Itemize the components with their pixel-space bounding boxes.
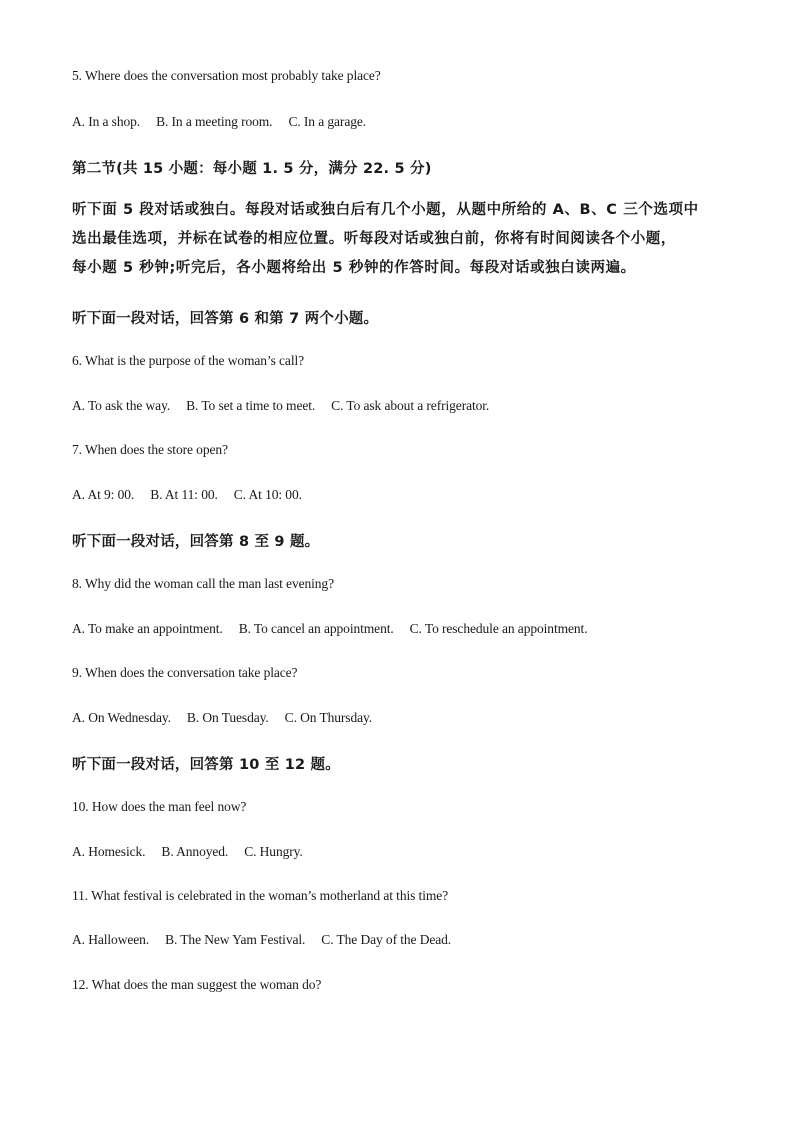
question-5-options bbox=[72, 114, 366, 130]
option-b: B. Annoyed. bbox=[161, 844, 229, 859]
option-c: C. The Day of the Dead. bbox=[321, 932, 452, 947]
option-a: A. To make an appointment. bbox=[72, 621, 223, 636]
option-c: C. On Thursday. bbox=[284, 710, 373, 725]
option-b: B. At 11: 00. bbox=[150, 487, 218, 502]
question-7-options bbox=[72, 487, 302, 503]
question-10-stem: 10. How does the man feel now? bbox=[72, 799, 247, 814]
option-a: A. Halloween. bbox=[72, 932, 150, 947]
option-a: A. In a shop. bbox=[72, 114, 141, 129]
option-c: C. To ask about a refrigerator. bbox=[331, 398, 490, 413]
question-11-stem: 11. What festival is celebrated in the woman’s motherland at this time? bbox=[72, 888, 449, 903]
section-heading: 第二节(共 15 小题：每小题 1. 5 分，满分 22. 5 分) bbox=[72, 161, 432, 177]
dialog-heading-6-7: 听下面一段对话，回答第 6 和第 7 两个小题。 bbox=[72, 311, 379, 327]
dialog-heading-10-12: 听下面一段对话，回答第 10 至 12 题。 bbox=[72, 757, 340, 773]
option-c: C. At 10: 00. bbox=[233, 487, 302, 502]
option-c: C. To reschedule an appointment. bbox=[409, 621, 588, 636]
question-5-stem: 5. Where does the conversation most probably take place? bbox=[72, 68, 381, 83]
question-10-options bbox=[72, 844, 303, 860]
option-b: B. To set a time to meet. bbox=[186, 398, 316, 413]
question-6-stem: 6. What is the purpose of the woman’s call? bbox=[72, 353, 305, 368]
option-a: A. At 9: 00. bbox=[72, 487, 135, 502]
option-a: A. Homesick. bbox=[72, 844, 146, 859]
option-b: B. The New Yam Festival. bbox=[165, 932, 306, 947]
option-c: C. In a garage. bbox=[288, 114, 367, 129]
option-b: B. In a meeting room. bbox=[156, 114, 273, 129]
instruction-line: 听下面 5 段对话或独白。每段对话或独白后有几个小题，从题中所给的 A、B、C 三个选项中 bbox=[72, 202, 699, 218]
dialog-heading-8-9: 听下面一段对话，回答第 8 至 9 题。 bbox=[72, 534, 320, 550]
section-instructions bbox=[72, 196, 722, 283]
instruction-line: 每小题 5 秒钟;听完后，各小题将给出 5 秒钟的作答时间。每段对话或独白读两遍。 bbox=[72, 260, 636, 276]
instruction-line: 选出最佳选项，并标在试卷的相应位置。听每段对话或独白前，你将有时间阅读各个小题， bbox=[72, 231, 676, 247]
question-7-stem: 7. When does the store open? bbox=[72, 442, 228, 457]
option-a: A. On Wednesday. bbox=[72, 710, 171, 725]
question-6-options bbox=[72, 398, 489, 414]
question-11-options bbox=[72, 932, 451, 948]
question-8-options bbox=[72, 621, 587, 637]
option-b: B. To cancel an appointment. bbox=[238, 621, 394, 636]
question-9-stem: 9. When does the conversation take place? bbox=[72, 665, 298, 680]
option-c: C. Hungry. bbox=[244, 844, 303, 859]
question-8-stem: 8. Why did the woman call the man last evening? bbox=[72, 576, 334, 591]
option-b: B. On Tuesday. bbox=[186, 710, 269, 725]
question-12-stem: 12. What does the man suggest the woman do? bbox=[72, 977, 322, 992]
question-9-options bbox=[72, 710, 372, 726]
option-a: A. To ask the way. bbox=[72, 398, 171, 413]
